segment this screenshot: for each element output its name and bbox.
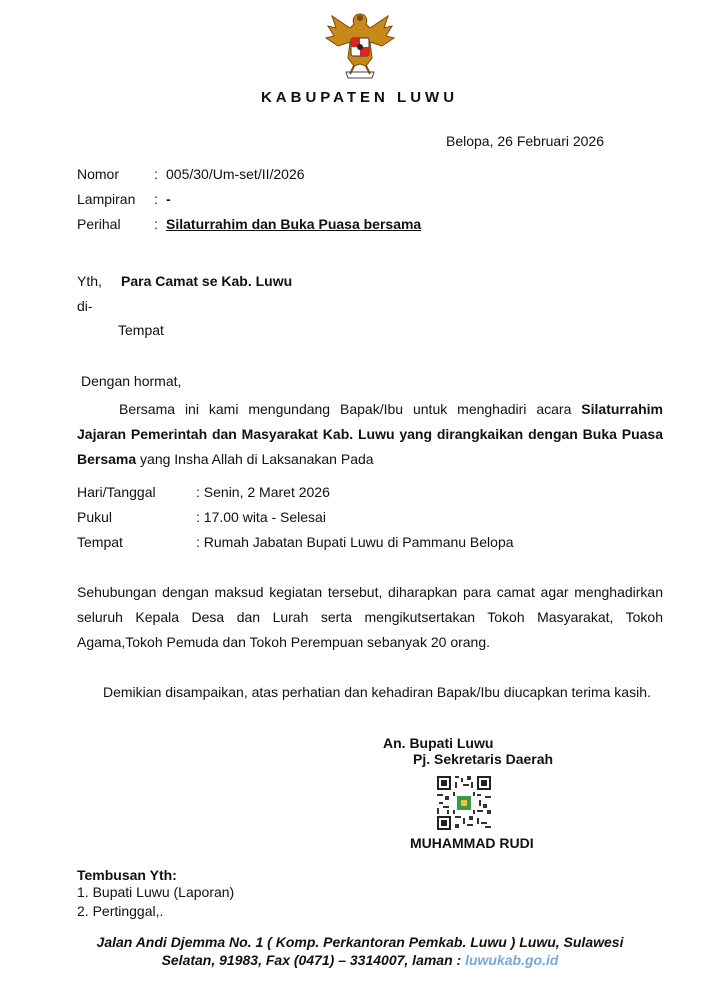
day-label: Hari/Tanggal	[77, 484, 156, 500]
signatory-name: MUHAMMAD RUDI	[410, 835, 534, 851]
signature-line1: An. Bupati Luwu	[383, 735, 494, 751]
lampiran-colon: :	[154, 191, 158, 207]
invitation-paragraph	[77, 397, 663, 472]
cc-item: 2. Pertinggal,.	[77, 903, 164, 919]
perihal-label: Perihal	[77, 216, 121, 232]
recipient-name: Para Camat se Kab. Luwu	[121, 273, 293, 289]
place-value: : Rumah Jabatan Bupati Luwu di Pammanu Belopa	[196, 534, 514, 550]
request-paragraph: Sehubungan dengan maksud kegiatan tersebut, diharapkan para camat agar menghadirkan seluruh Kepala Desa dan Lurah serta mengikutsertakan Tokoh Masyarakat, Tokoh Agama,Tokoh Pemuda dan Tokoh Perempuan sebanyak 20 orang.	[77, 584, 663, 650]
closing-paragraph: Demikian disampaikan, atas perhatian dan kehadiran Bapak/Ibu diucapkan terima kasih.	[103, 684, 651, 700]
paragraph-text-c: yang Insha Allah di Laksanakan Pada	[136, 451, 374, 467]
lampiran-value: -	[166, 191, 171, 207]
footer-address	[40, 933, 680, 969]
cc-item: 1. Bupati Luwu (Laporan)	[77, 884, 235, 900]
time-label: Pukul	[77, 509, 113, 525]
regency-title: KABUPATEN LUWU	[260, 89, 459, 106]
garuda-pancasila-icon	[324, 8, 396, 84]
cc-title: Tembusan Yth:	[77, 867, 177, 883]
time-value: : 17.00 wita - Selesai	[196, 509, 326, 525]
event-name: Silaturrahim Jajaran Pemerintah dan Masyarakat Kab. Luwu yang dirangkaikan dengan Buka Puasa Bersama	[77, 401, 663, 467]
qr-code-icon	[437, 776, 491, 830]
place-label: Tempat	[77, 534, 123, 550]
footer-line2-wrap	[40, 951, 680, 969]
di-label: di-	[77, 298, 93, 314]
signature-line2: Pj. Sekretaris Daerah	[413, 751, 554, 767]
greeting: Dengan hormat,	[81, 373, 182, 389]
footer-line2: Selatan, 91983, Fax (0471) – 3314007, laman :	[161, 952, 466, 968]
footer-line1: Jalan Andi Djemma No. 1 ( Komp. Perkantoran Pemkab. Luwu ) Luwu, Sulawesi	[96, 934, 624, 950]
lampiran-label: Lampiran	[77, 191, 136, 207]
nomor-colon: :	[154, 166, 158, 182]
yth-label: Yth,	[77, 273, 102, 289]
nomor-value: 005/30/Um-set/II/2026	[166, 166, 305, 182]
footer-website-link[interactable]: luwukab.go.id	[465, 952, 559, 968]
nomor-label: Nomor	[77, 166, 120, 182]
letter-date: Belopa, 26 Februari 2026	[446, 133, 604, 149]
perihal-colon: :	[154, 216, 158, 232]
perihal-value: Silaturrahim dan Buka Puasa bersama	[166, 216, 422, 232]
day-value: : Senin, 2 Maret 2026	[196, 484, 330, 500]
recipient-place: Tempat	[118, 322, 164, 338]
paragraph-text-a: Bersama ini kami mengundang Bapak/Ibu untuk menghadiri acara	[119, 401, 582, 417]
